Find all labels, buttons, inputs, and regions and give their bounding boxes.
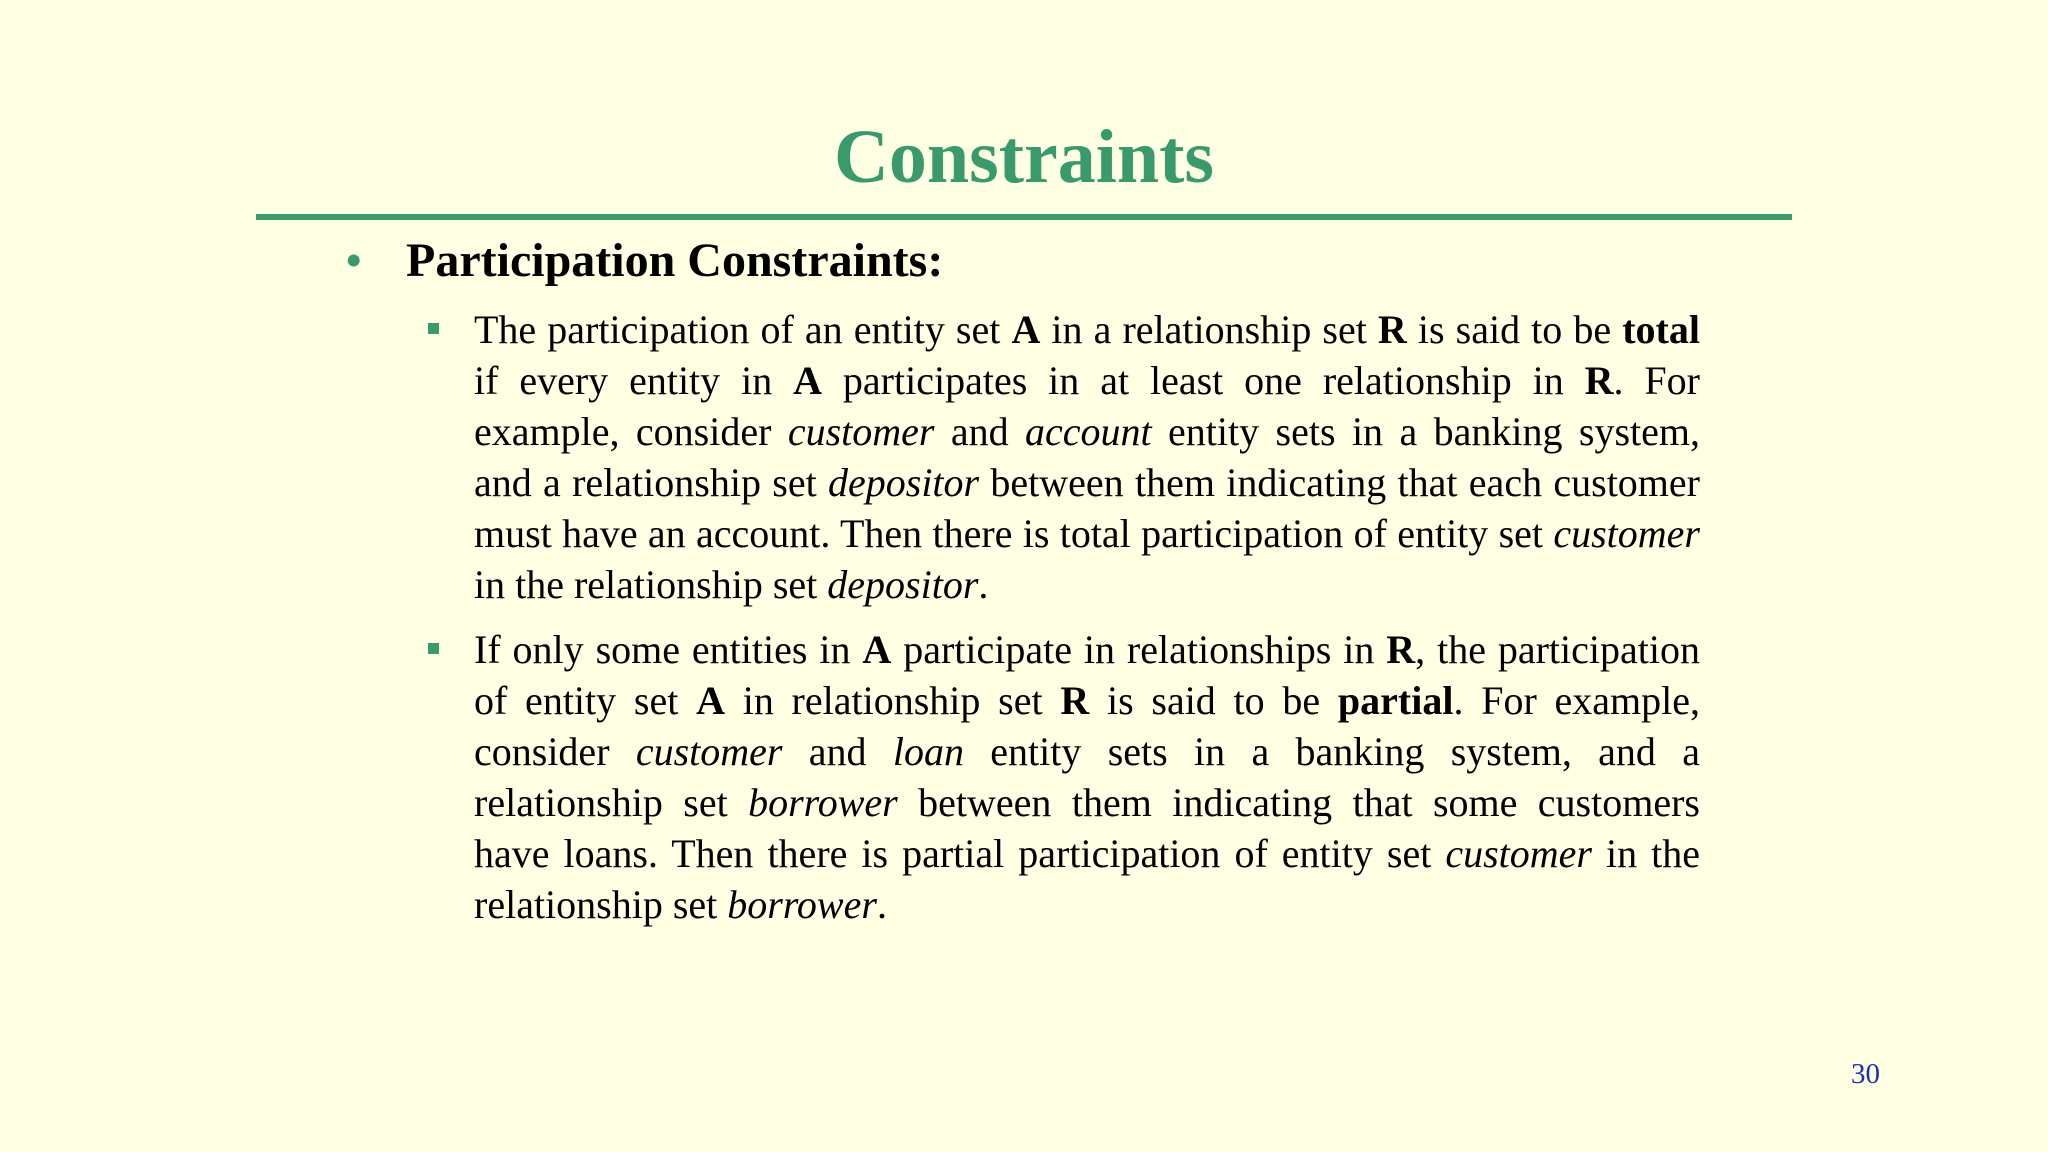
text-run: is said to be [1089, 678, 1338, 723]
text-run: The participation of an entity set [474, 307, 1012, 352]
text-run: and [782, 729, 893, 774]
text-run: in the relationship set [474, 562, 828, 607]
text-run: if every entity in [474, 358, 794, 403]
page-number: 30 [1851, 1058, 1880, 1090]
text-run: in the relationship set [474, 831, 1700, 927]
text-run: , the participation of entity set [474, 627, 1701, 723]
bullet-participation-constraints [346, 232, 943, 290]
bold-term: partial [1337, 678, 1454, 723]
italic-term: customer [635, 729, 783, 774]
paragraph-partial-participation [474, 624, 1700, 930]
text-run: . [978, 562, 989, 607]
bullet-dot-icon: • [346, 236, 362, 285]
square-bullet-icon [428, 323, 439, 334]
italic-term: borrower [748, 780, 898, 825]
text-run: and [934, 409, 1026, 454]
italic-term: borrower [727, 882, 877, 927]
text-run: between them indicating that each customer must have an account. Then there is total participation of entity set [474, 460, 1700, 556]
sub-bullet-partial [428, 624, 1700, 930]
bold-term: A [793, 358, 822, 403]
text-run: between them indicating that some customers have loans. Then there is partial participation of entity set [474, 780, 1700, 876]
bold-term: total [1622, 307, 1700, 352]
text-run: . For example, consider [474, 358, 1700, 454]
bold-term: R [1386, 627, 1416, 672]
text-run: entity sets in a banking system, and a relationship set [474, 409, 1700, 505]
bold-term: A [696, 678, 725, 723]
sub-bullet-total [428, 304, 1700, 610]
text-run: . [876, 882, 887, 927]
italic-term: loan [892, 729, 964, 774]
bold-term: R [1060, 678, 1090, 723]
slide-title: Constraints [833, 115, 1215, 199]
italic-term: customer [1445, 831, 1592, 876]
title-divider [256, 214, 1792, 220]
text-run: in relationship set [724, 678, 1061, 723]
text-run: entity sets in a banking system, and a relationship set [474, 729, 1700, 825]
italic-term: account [1025, 409, 1152, 454]
italic-term: customer [787, 409, 935, 454]
bold-term: R [1584, 358, 1614, 403]
bold-term: A [862, 627, 892, 672]
italic-term: depositor [827, 562, 979, 607]
bold-term: R [1377, 307, 1407, 352]
text-run: participate in relationships in [891, 627, 1387, 672]
italic-term: depositor [828, 460, 980, 505]
bold-term: A [1011, 307, 1041, 352]
text-run: . For example, consider [474, 678, 1700, 774]
text-run: is said to be [1406, 307, 1623, 352]
square-bullet-icon [428, 643, 439, 654]
italic-term: customer [1553, 511, 1700, 556]
bullet-heading: Participation Constraints: [406, 234, 944, 287]
paragraph-total-participation [474, 304, 1700, 610]
text-run: in a relationship set [1040, 307, 1378, 352]
text-run: If only some entities in [474, 627, 863, 672]
text-run: participates in at least one relationship in [822, 358, 1585, 403]
